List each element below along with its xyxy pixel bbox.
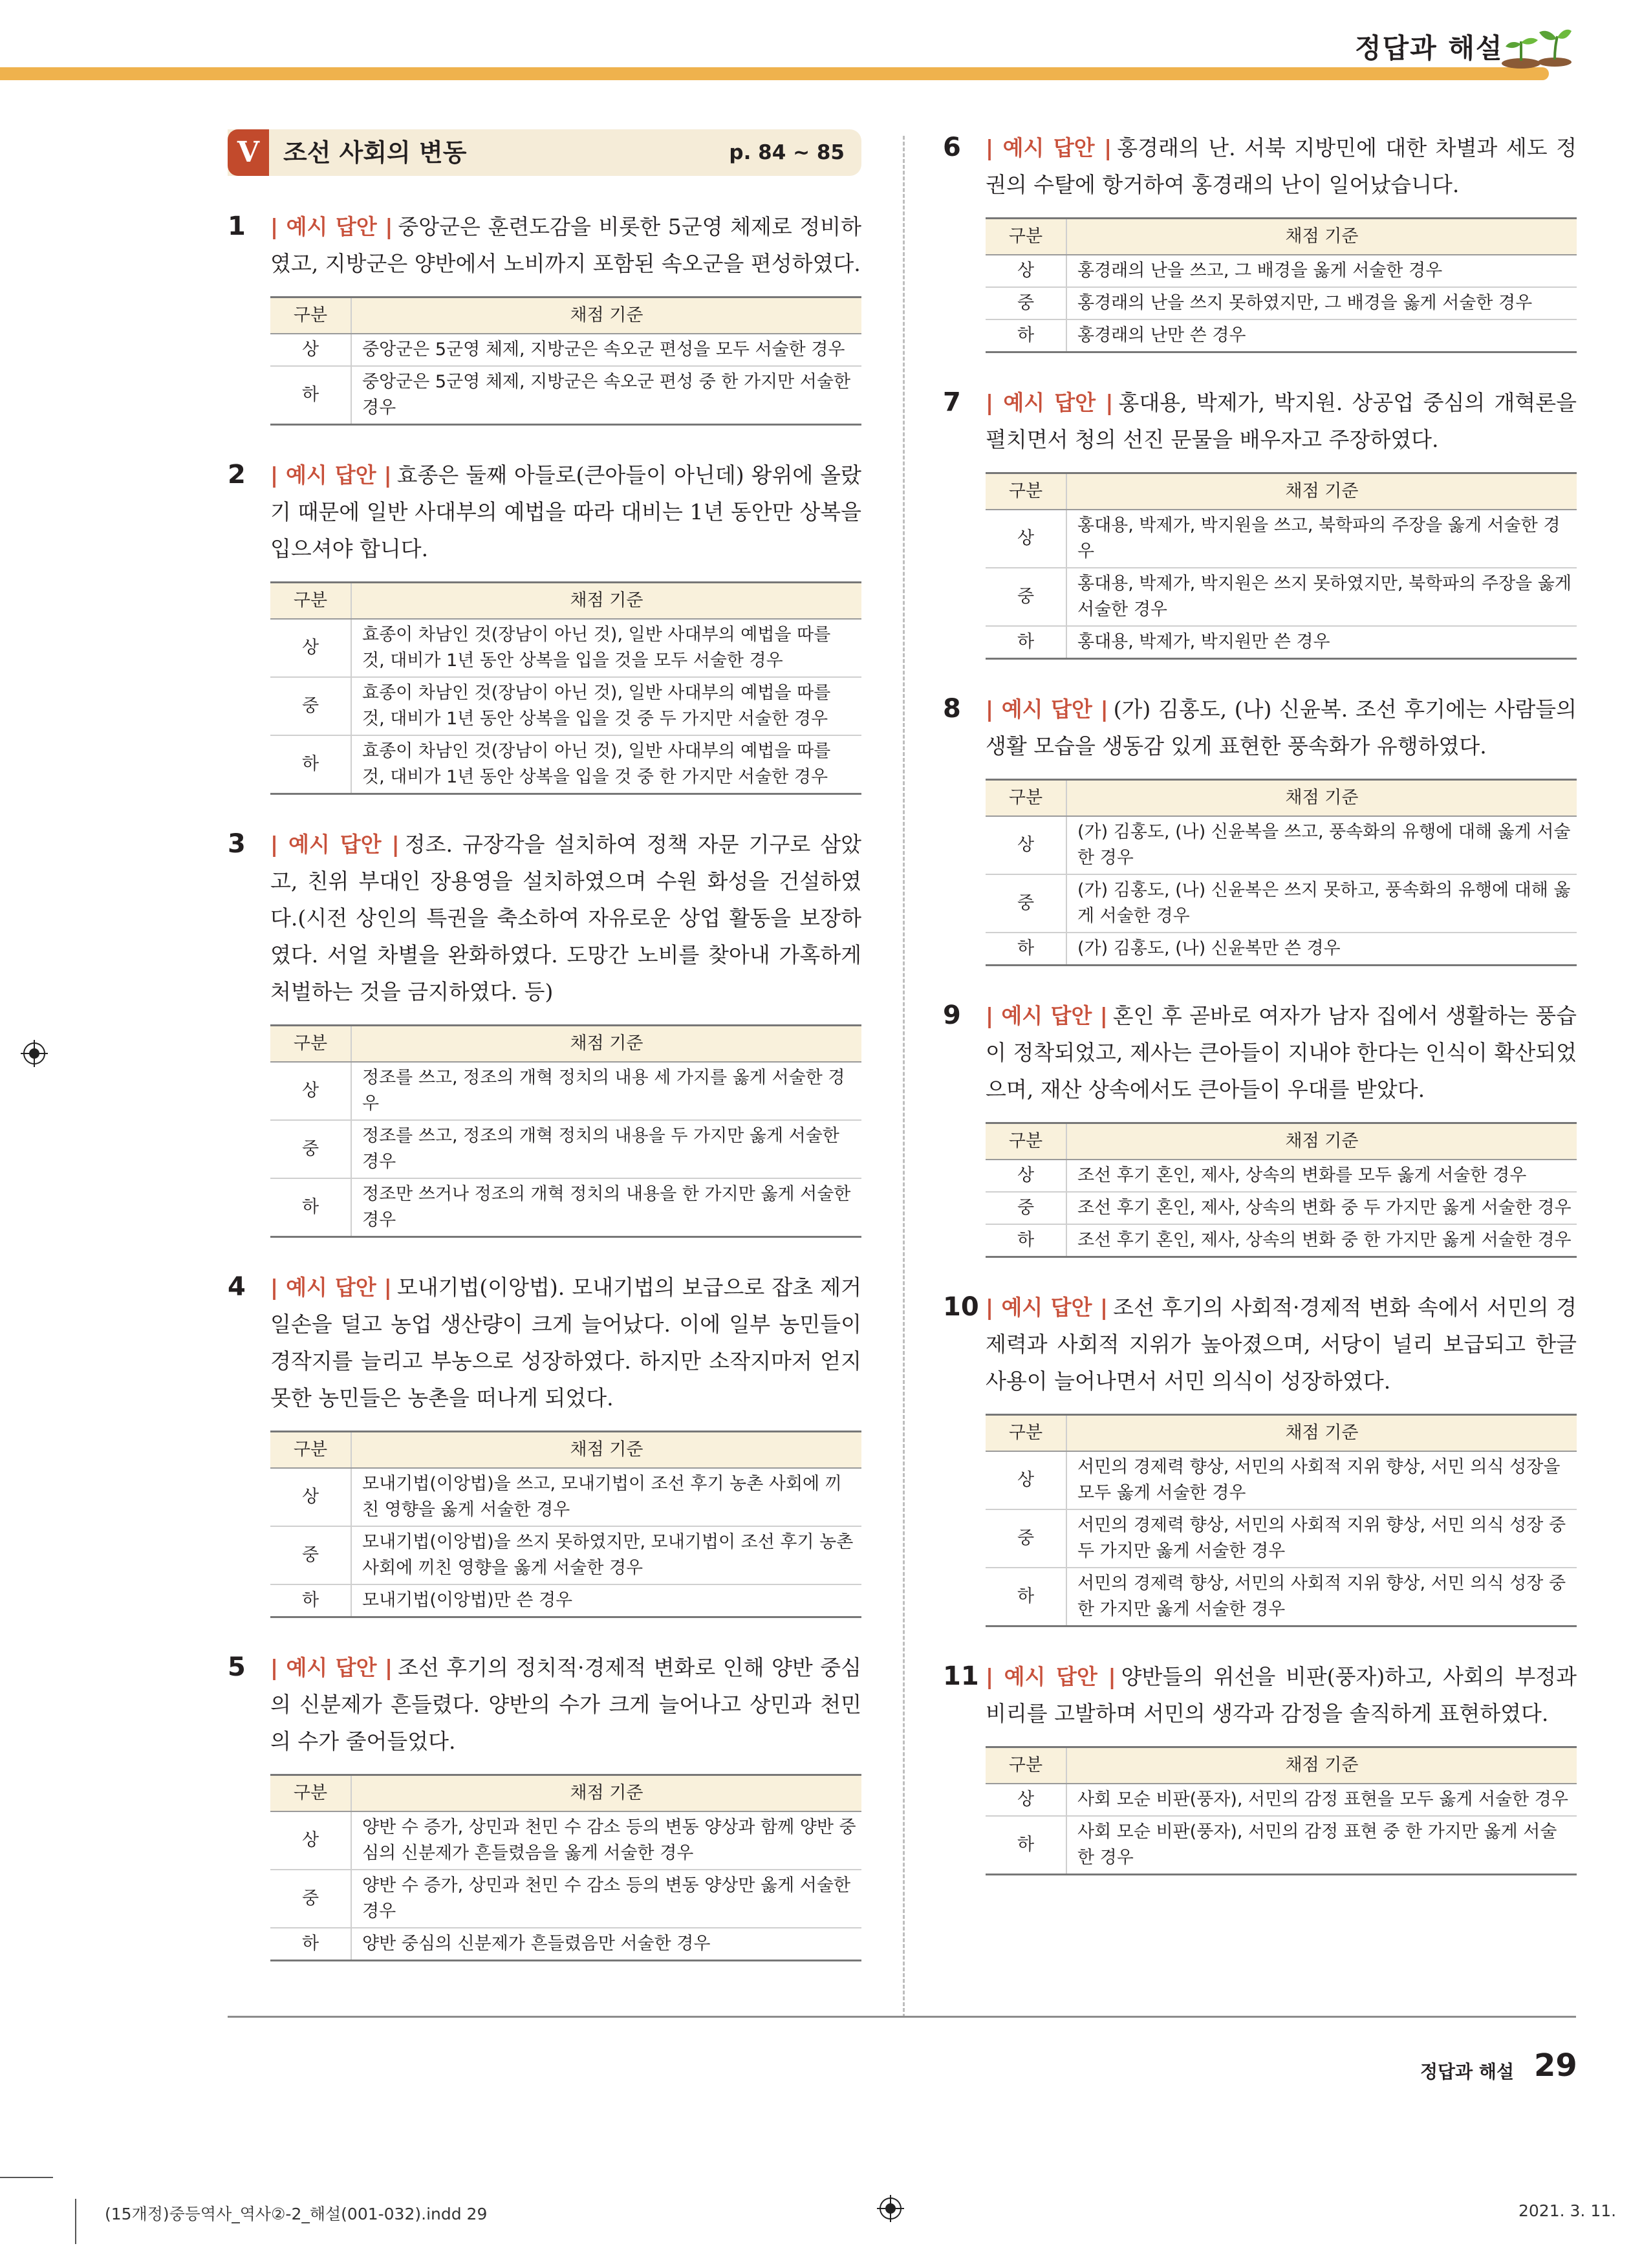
level-cell: 중 — [270, 1870, 351, 1928]
scoring-table-header — [270, 1775, 861, 1812]
question-5 — [228, 1649, 861, 1961]
level-cell: 하 — [270, 366, 351, 425]
table-row — [986, 1509, 1577, 1568]
question-4 — [228, 1269, 861, 1618]
level-cell: 상 — [270, 619, 351, 677]
question-number: 9 — [943, 1000, 961, 1030]
question-8 — [943, 691, 1577, 966]
level-cell: 상 — [986, 1451, 1066, 1509]
criteria-cell: 양반 중심의 신분제가 흔들렸음만 서술한 경우 — [351, 1928, 861, 1961]
criteria-cell: 홍대용, 박제가, 박지원만 쓴 경우 — [1066, 626, 1577, 659]
table-row — [270, 334, 861, 366]
question-7 — [943, 384, 1577, 660]
scoring-table-header — [986, 1415, 1577, 1452]
answer-body: 중앙군은 훈련도감을 비롯한 5군영 체제로 정비하였고, 지방군은 양반에서 노비까지 포함된 속오군을 편성하였다. — [270, 214, 861, 276]
question-number: 11 — [943, 1661, 979, 1691]
answer-label: | 예시 답안 | — [986, 1664, 1116, 1689]
table-row — [986, 510, 1577, 568]
table-row — [270, 1870, 861, 1928]
print-slug-date: 2021. 3. 11. — [1518, 2201, 1617, 2220]
criteria-cell: 조선 후기 혼인, 제사, 상속의 변화를 모두 옳게 서술한 경우 — [1066, 1160, 1577, 1192]
criteria-header: 채점 기준 — [351, 1026, 861, 1063]
answer-text — [270, 208, 861, 282]
level-header: 구분 — [986, 1747, 1066, 1784]
level-header: 구분 — [270, 297, 351, 334]
criteria-cell: 효종이 차남인 것(장남이 아닌 것), 일반 사대부의 예법을 따를 것, 대비가 1년 동안 상복을 입을 것을 모두 서술한 경우 — [351, 619, 861, 677]
criteria-header: 채점 기준 — [1066, 780, 1577, 817]
table-row — [986, 287, 1577, 319]
question-list-left — [228, 208, 861, 1961]
answer-body: 홍경래의 난. 서북 지방민에 대한 차별과 세도 정권의 수탈에 항거하여 홍경래의 난이 일어났습니다. — [986, 135, 1577, 197]
scoring-table — [986, 472, 1577, 660]
answer-body: 홍대용, 박제가, 박지원. 상공업 중심의 개혁론을 펼치면서 청의 선진 문물을 배우자고 주장하였다. — [986, 390, 1577, 452]
table-row — [270, 1062, 861, 1120]
table-row — [270, 677, 861, 735]
scoring-table — [986, 217, 1577, 353]
level-cell: 상 — [986, 255, 1066, 287]
table-row — [986, 626, 1577, 659]
criteria-cell: 양반 수 증가, 상민과 천민 수 감소 등의 변동 양상만 옳게 서술한 경우 — [351, 1870, 861, 1928]
scoring-table-header — [270, 1026, 861, 1063]
scoring-table-header — [986, 780, 1577, 817]
scoring-table — [986, 1122, 1577, 1258]
criteria-cell: 모내기법(이앙법)을 쓰지 못하였지만, 모내기법이 조선 후기 농촌 사회에 끼친 영향을 옳게 서술한 경우 — [351, 1526, 861, 1584]
level-cell: 중 — [986, 1509, 1066, 1568]
criteria-cell: 효종이 차남인 것(장남이 아닌 것), 일반 사대부의 예법을 따를 것, 대비가 1년 동안 상복을 입을 것 중 두 가지만 서술한 경우 — [351, 677, 861, 735]
question-3 — [228, 826, 861, 1238]
criteria-cell: 홍대용, 박제가, 박지원은 쓰지 못하였지만, 북학파의 주장을 옳게 서술한 경우 — [1066, 568, 1577, 626]
scoring-table — [270, 581, 861, 795]
answer-text — [270, 1649, 861, 1760]
question-number: 3 — [228, 829, 246, 859]
header-bar-cap — [1523, 67, 1549, 80]
level-cell: 하 — [986, 626, 1066, 659]
scoring-table — [270, 1024, 861, 1238]
answer-text — [986, 997, 1577, 1108]
table-row — [986, 1816, 1577, 1875]
question-11 — [943, 1658, 1577, 1875]
table-row — [270, 1120, 861, 1178]
level-cell: 하 — [986, 1224, 1066, 1257]
scoring-table-header — [986, 1747, 1577, 1784]
right-column — [943, 129, 1577, 1906]
criteria-cell: 모내기법(이앙법)을 쓰고, 모내기법이 조선 후기 농촌 사회에 끼친 영향을 옳게 서술한 경우 — [351, 1468, 861, 1526]
answer-label: | 예시 답안 | — [270, 1655, 393, 1680]
criteria-header: 채점 기준 — [1066, 219, 1577, 255]
answer-text — [986, 129, 1577, 203]
answer-body: 모내기법(이앙법). 모내기법의 보급으로 잡초 제거 일손을 덜고 농업 생산량이 크게 늘어났다. 이에 일부 농민들이 경작지를 늘리고 부농으로 성장하였다. 하지만 소작지마저 얻지 못한 농민들은 농촌을 떠나게 되었다. — [270, 1275, 861, 1410]
footer-rule — [228, 2016, 1576, 2018]
level-cell: 하 — [270, 1928, 351, 1961]
column-divider — [903, 136, 905, 2018]
answer-text — [986, 1289, 1577, 1399]
criteria-cell: 홍경래의 난을 쓰지 못하였지만, 그 배경을 옳게 서술한 경우 — [1066, 287, 1577, 319]
criteria-header: 채점 기준 — [351, 1775, 861, 1812]
level-cell: 하 — [986, 1568, 1066, 1626]
level-cell: 상 — [270, 1468, 351, 1526]
answer-label: | 예시 답안 | — [986, 135, 1112, 160]
level-header: 구분 — [270, 1775, 351, 1812]
criteria-header: 채점 기준 — [1066, 1747, 1577, 1784]
answer-body: 혼인 후 곧바로 여자가 남자 집에서 생활하는 풍습이 정착되었고, 제사는 큰아들이 지내야 한다는 인식이 확산되었으며, 재산 상속에서도 큰아들이 우대를 받았다. — [986, 1003, 1577, 1102]
sprout-icon — [1502, 23, 1572, 69]
header-bar — [0, 67, 1539, 80]
question-number: 8 — [943, 694, 961, 724]
answer-label: | 예시 답안 | — [986, 697, 1108, 722]
answer-label: | 예시 답안 | — [986, 1003, 1108, 1028]
table-row — [986, 933, 1577, 966]
answer-label: | 예시 답안 | — [986, 1295, 1108, 1320]
level-cell: 상 — [270, 1811, 351, 1870]
scoring-table — [986, 779, 1577, 966]
level-cell: 하 — [986, 933, 1066, 966]
question-number: 6 — [943, 133, 961, 162]
question-6 — [943, 129, 1577, 353]
level-cell: 상 — [270, 334, 351, 366]
table-row — [986, 1160, 1577, 1192]
question-list-right — [943, 129, 1577, 1875]
table-row — [270, 1928, 861, 1961]
scoring-table-header — [270, 583, 861, 620]
level-cell: 중 — [270, 1120, 351, 1178]
level-cell: 중 — [986, 287, 1066, 319]
chapter-title: 조선 사회의 변동 — [283, 138, 467, 167]
table-row — [270, 735, 861, 794]
answer-body: 양반들의 위선을 비판(풍자)하고, 사회의 부정과 비리를 고발하며 서민의 생각과 감정을 솔직하게 표현하였다. — [986, 1664, 1577, 1726]
table-row — [986, 874, 1577, 933]
question-1 — [228, 208, 861, 426]
criteria-cell: (가) 김홍도, (나) 신윤복만 쓴 경우 — [1066, 933, 1577, 966]
table-row — [270, 1468, 861, 1526]
trim-mark — [0, 2177, 53, 2178]
table-row — [986, 1451, 1577, 1509]
answer-label: | 예시 답안 | — [986, 390, 1114, 415]
level-cell: 상 — [986, 816, 1066, 874]
level-cell: 하 — [270, 1584, 351, 1617]
scoring-table-header — [986, 473, 1577, 510]
answer-text — [270, 1269, 861, 1416]
criteria-cell: 중앙군은 5군영 체제, 지방군은 속오군 편성 중 한 가지만 서술한 경우 — [351, 366, 861, 425]
left-column — [228, 129, 861, 1993]
table-row — [986, 255, 1577, 287]
answer-text — [270, 457, 861, 567]
level-cell: 상 — [986, 1160, 1066, 1192]
level-header: 구분 — [270, 1026, 351, 1063]
scoring-table-header — [270, 1432, 861, 1469]
table-row — [986, 1784, 1577, 1816]
header-title: 정답과 해설 — [1355, 32, 1504, 64]
level-cell: 상 — [986, 510, 1066, 568]
scoring-table — [986, 1414, 1577, 1627]
criteria-header: 채점 기준 — [1066, 473, 1577, 510]
level-cell: 상 — [270, 1062, 351, 1120]
answer-text — [986, 691, 1577, 764]
table-row — [986, 1224, 1577, 1257]
scoring-table-header — [986, 1123, 1577, 1160]
criteria-cell: 서민의 경제력 향상, 서민의 사회적 지위 향상, 서민 의식 성장 중 두 가지만 옳게 서술한 경우 — [1066, 1509, 1577, 1568]
criteria-cell: 조선 후기 혼인, 제사, 상속의 변화 중 두 가지만 옳게 서술한 경우 — [1066, 1192, 1577, 1224]
table-row — [270, 619, 861, 677]
level-header: 구분 — [270, 1432, 351, 1469]
registration-mark-icon — [21, 1040, 48, 1067]
answer-label: | 예시 답안 | — [270, 832, 400, 857]
question-number: 10 — [943, 1292, 979, 1322]
table-row — [270, 366, 861, 425]
answer-label: | 예시 답안 | — [270, 214, 393, 239]
level-header: 구분 — [270, 583, 351, 620]
criteria-header: 채점 기준 — [351, 1432, 861, 1469]
criteria-header: 채점 기준 — [1066, 1415, 1577, 1452]
level-cell: 중 — [270, 677, 351, 735]
criteria-cell: 모내기법(이앙법)만 쓴 경우 — [351, 1584, 861, 1617]
criteria-cell: (가) 김홍도, (나) 신윤복은 쓰지 못하고, 풍속화의 유행에 대해 옳게 서술한 경우 — [1066, 874, 1577, 933]
table-row — [986, 816, 1577, 874]
question-number: 7 — [943, 387, 961, 417]
question-9 — [943, 997, 1577, 1258]
criteria-cell: 사회 모순 비판(풍자), 서민의 감정 표현 중 한 가지만 옳게 서술한 경우 — [1066, 1816, 1577, 1875]
criteria-header: 채점 기준 — [351, 297, 861, 334]
level-cell: 하 — [270, 1178, 351, 1237]
answer-body: (가) 김홍도, (나) 신윤복. 조선 후기에는 사람들의 생활 모습을 생동감 있게 표현한 풍속화가 유행하였다. — [986, 697, 1577, 759]
table-row — [270, 1811, 861, 1870]
scoring-table-header — [986, 219, 1577, 255]
criteria-cell: 정조를 쓰고, 정조의 개혁 정치의 내용 세 가지를 옳게 서술한 경우 — [351, 1062, 861, 1120]
question-number: 1 — [228, 211, 246, 241]
answer-body: 조선 후기의 정치적·경제적 변화로 인해 양반 중심의 신분제가 흔들렸다. 양반의 수가 크게 늘어나고 상민과 천민의 수가 줄어들었다. — [270, 1655, 861, 1754]
answer-text — [986, 384, 1577, 458]
chapter-header — [228, 129, 861, 176]
level-cell: 하 — [986, 1816, 1066, 1875]
level-header: 구분 — [986, 780, 1066, 817]
answer-body: 정조. 규장각을 설치하여 정책 자문 기구로 삼았고, 친위 부대인 장용영을 설치하였으며 수원 화성을 건설하였다.(시전 상인의 특권을 축소하여 자유로운 상업 활동을 보장하였다. 서얼 차별을 완화하였다. 도망간 노비를 찾아내 가혹하게 처벌하는 것을 금지하였다. 등) — [270, 832, 861, 1004]
scoring-table — [270, 1774, 861, 1961]
level-cell: 중 — [986, 568, 1066, 626]
criteria-header: 채점 기준 — [351, 583, 861, 620]
level-header: 구분 — [986, 1415, 1066, 1452]
scoring-table — [270, 296, 861, 426]
level-header: 구분 — [986, 473, 1066, 510]
question-number: 5 — [228, 1652, 246, 1682]
chapter-pages: p. 84 ~ 85 — [729, 141, 845, 164]
answer-label: | 예시 답안 | — [270, 1275, 392, 1300]
table-row — [270, 1584, 861, 1617]
question-number: 2 — [228, 460, 246, 490]
answer-text — [986, 1658, 1577, 1732]
level-cell: 하 — [986, 319, 1066, 352]
level-cell: 하 — [270, 735, 351, 794]
criteria-cell: 홍경래의 난만 쓴 경우 — [1066, 319, 1577, 352]
registration-mark-icon — [877, 2195, 904, 2222]
scoring-table — [270, 1431, 861, 1618]
criteria-cell: 양반 수 증가, 상민과 천민 수 감소 등의 변동 양상과 함께 양반 중심의 신분제가 흔들렸음을 옳게 서술한 경우 — [351, 1811, 861, 1870]
print-slug-file: (15개정)중등역사_역사②-2_해설(001-032).indd 29 — [105, 2205, 488, 2223]
answer-text — [270, 826, 861, 1010]
criteria-cell: 홍경래의 난을 쓰고, 그 배경을 옳게 서술한 경우 — [1066, 255, 1577, 287]
level-header: 구분 — [986, 1123, 1066, 1160]
question-number: 4 — [228, 1272, 246, 1302]
scoring-table — [986, 1746, 1577, 1875]
level-header: 구분 — [986, 219, 1066, 255]
criteria-cell: 중앙군은 5군영 체제, 지방군은 속오군 편성을 모두 서술한 경우 — [351, 334, 861, 366]
level-cell: 중 — [270, 1526, 351, 1584]
footer-label: 정답과 해설 — [1420, 2061, 1514, 2082]
criteria-header: 채점 기준 — [1066, 1123, 1577, 1160]
criteria-cell: 정조만 쓰거나 정조의 개혁 정치의 내용을 한 가지만 옳게 서술한 경우 — [351, 1178, 861, 1237]
criteria-cell: (가) 김홍도, (나) 신윤복을 쓰고, 풍속화의 유행에 대해 옳게 서술한 경우 — [1066, 816, 1577, 874]
criteria-cell: 사회 모순 비판(풍자), 서민의 감정 표현을 모두 옳게 서술한 경우 — [1066, 1784, 1577, 1816]
criteria-cell: 서민의 경제력 향상, 서민의 사회적 지위 향상, 서민 의식 성장을 모두 옳게 서술한 경우 — [1066, 1451, 1577, 1509]
table-row — [270, 1178, 861, 1237]
table-row — [986, 568, 1577, 626]
table-row — [986, 1568, 1577, 1626]
table-row — [270, 1526, 861, 1584]
level-cell: 중 — [986, 1192, 1066, 1224]
trim-mark — [75, 2199, 76, 2244]
chapter-badge: V — [228, 129, 269, 176]
table-row — [986, 319, 1577, 352]
answer-label: | 예시 답안 | — [270, 462, 392, 488]
criteria-cell: 서민의 경제력 향상, 서민의 사회적 지위 향상, 서민 의식 성장 중 한 가지만 옳게 서술한 경우 — [1066, 1568, 1577, 1626]
table-row — [986, 1192, 1577, 1224]
level-cell: 상 — [986, 1784, 1066, 1816]
answer-body: 효종은 둘째 아들로(큰아들이 아닌데) 왕위에 올랐기 때문에 일반 사대부의 예법을 따라 대비는 1년 동안만 상복을 입으셔야 합니다. — [270, 462, 861, 561]
criteria-cell: 홍대용, 박제가, 박지원을 쓰고, 북학파의 주장을 옳게 서술한 경우 — [1066, 510, 1577, 568]
level-cell: 중 — [986, 874, 1066, 933]
question-2 — [228, 457, 861, 795]
page-number: 29 — [1534, 2047, 1577, 2084]
criteria-cell: 조선 후기 혼인, 제사, 상속의 변화 중 한 가지만 옳게 서술한 경우 — [1066, 1224, 1577, 1257]
scoring-table-header — [270, 297, 861, 334]
question-10 — [943, 1289, 1577, 1627]
answer-body: 조선 후기의 사회적·경제적 변화 속에서 서민의 경제력과 사회적 지위가 높아졌으며, 서당이 널리 보급되고 한글 사용이 늘어나면서 서민 의식이 성장하였다. — [986, 1295, 1577, 1394]
criteria-cell: 정조를 쓰고, 정조의 개혁 정치의 내용을 두 가지만 옳게 서술한 경우 — [351, 1120, 861, 1178]
criteria-cell: 효종이 차남인 것(장남이 아닌 것), 일반 사대부의 예법을 따를 것, 대비가 1년 동안 상복을 입을 것 중 한 가지만 서술한 경우 — [351, 735, 861, 794]
